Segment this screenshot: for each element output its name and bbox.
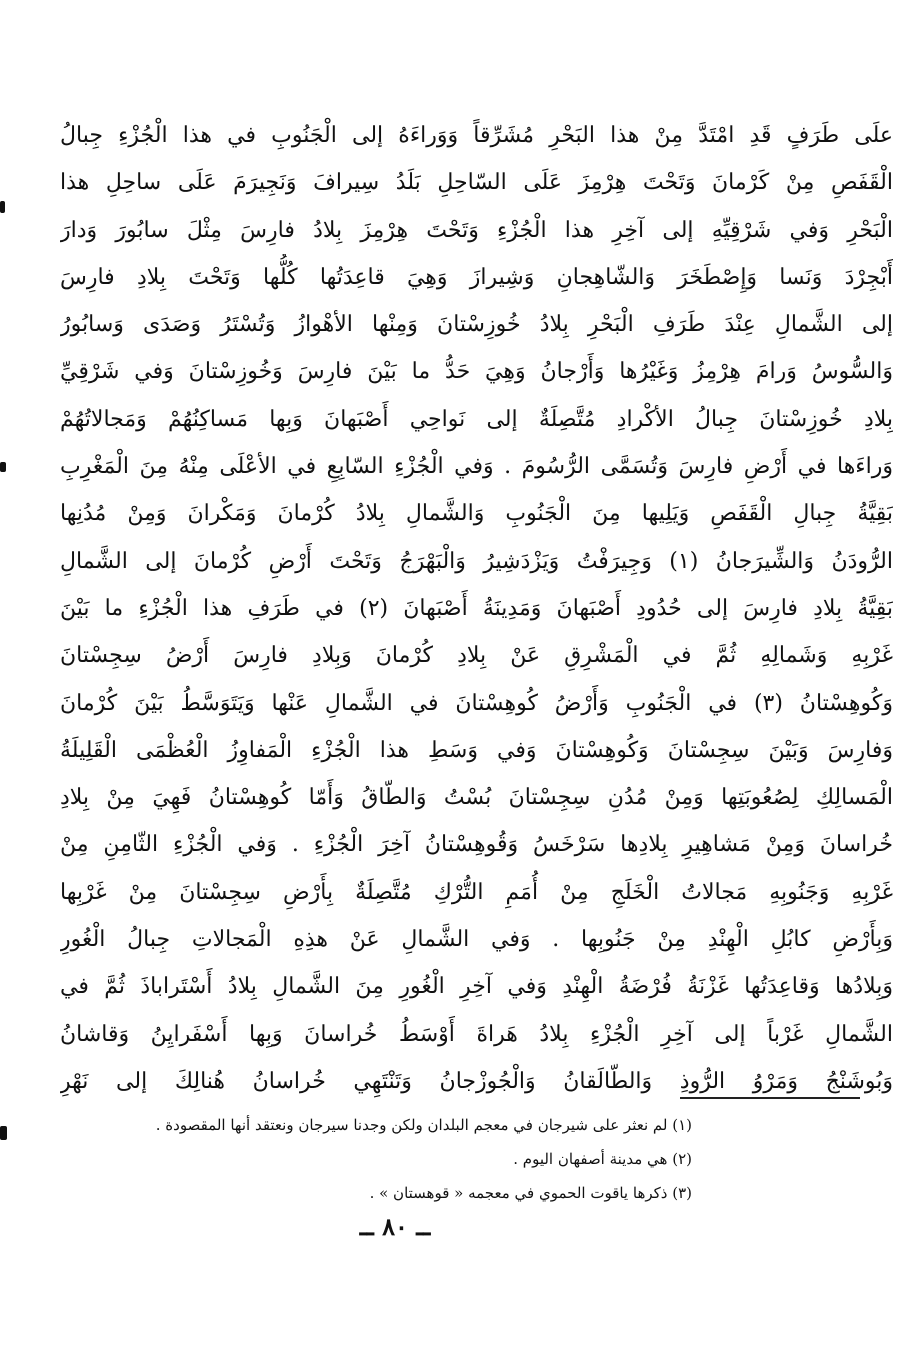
text-line: بَقِيَّةُ جِبالِ الْقَفَصِ وَيَلِيها مِنَ الْجَنُوبِ وَالشَّمالِ بِلادُ كُرْمانَ وَمَكْرانَ وَمِنْ مُدُنِها: [60, 501, 893, 527]
footnote: (٣) ذكرها ياقوت الحموي في معجمه « قوهستان » .: [369, 1184, 692, 1202]
text-line: وَبِأَرْضِ كابُلِ الْهِنْدِ مِنْ جَنُوبِها . وَفي الشَّمالِ عَنْ هذِهِ الْمَجالاتِ جِبالُ الْغُورِ: [60, 927, 893, 953]
text-line: الْمَسالِكِ لِصُعُوبَتِها وَمِنْ مُدُنِ سِجِسْتانَ بُسْتُ وَالطّاقُ وَأَمّا كُوهِسْتانُ فَهِيَ مِنْ بِلادِ: [60, 785, 893, 811]
text-line: خُراسانَ وَمِنْ مَشاهِيرِ بِلادِها سَرْخَسُ وَقُوهِسْتانُ آخِرَ الْجُزْءِ . وَفي الْجُزْءِ الثّامِنِ مِنْ: [60, 832, 893, 858]
text-line: بَقِيَّةُ بِلادِ فارِسَ إلى حُدُودِ أَصْبَهانَ وَمَدِينَةُ أَصْبَهانَ (٢) في طَرَفِ هذا الْجُزْءِ ما بَيْنَ: [60, 595, 893, 621]
text-line: إلى الشَّمالِ عِنْدَ طَرَفِ الْبَحْرِ بِلادُ خُوزِسْتانَ وَمِنْها الأهْوازُ وَتُسْتَرُ وَصَدَى وَسابُورُ: [60, 312, 893, 338]
text-line: وَبِلادُها وَقاعِدَتُها غَزْنَةُ فُرْضَةُ الْهِنْدِ وَفي آخِرِ الْغُورِ مِنَ الشَّمالِ بِلادُ أَسْتَراباذَ ثُمَّ في: [60, 974, 893, 1000]
text-line: علَى طَرَفٍ قَدِ امْتَدَّ مِنْ هذا البَحْرِ مُشَرِّقاً وَوَراءَهُ إلى الْجَنُوبِ في هذا الْجُزْءِ جِبالُ: [60, 123, 893, 148]
main-text-block: [60, 112, 893, 1105]
text-line: وَبُوشَنْجُ وَمَرْوُ الرُّوذِ وَالطّالَقانُ وَالْجُوزْجانُ وَتَنْتَهِي خُراسانُ هُنالِكَ إلى نَهْرِ: [60, 1068, 893, 1094]
page-number: ــ ٨٠ ــ: [359, 1212, 431, 1241]
footnote: (٢) هي مدينة أصفهان اليوم .: [513, 1150, 692, 1168]
text-line: أَبْجِرْدَ وَنَسا وَإِصْطَخَرَ وَالشّاهِجانِ وَشِيرازَ وَهِيَ قاعِدَتُها كُلُّها وَتَحْتَ بِلادِ فارِسَ: [60, 264, 893, 290]
text-line: بِلادِ خُوزِسْتانَ جِبالُ الأكْرادِ مُتَّصِلَةٌ إلى نَواحِي أَصْبَهانَ وَبِها مَساكِنُهُمْ وَمَجالاتُهُمْ: [60, 406, 893, 432]
text-line: وَالسُّوسُ وَرامَ هِرْمِزُ وَغَيْرُها وَأَرْجانُ وَهِيَ حَدُّ ما بَيْنَ فارِسَ وَخُوزِسْتانَ وَفي شَرْقِيِّ: [60, 359, 893, 385]
text-line: الشَّمالِ غَرْباً إلى آخِرِ الْجُزْءِ بِلادُ هَراةَ أَوْسَطُ خُراسانَ وَبِها أَسْفَرايِنُ وَقاشانُ: [60, 1021, 893, 1047]
text-line: الْقَفَصِ مِنْ كَرْمانَ وَتَحْتَ هِرْمِزَ عَلَى السّاحِلِ بَلَدُ سِيرافَ وَنَجِيرَمَ عَلَى ساحِلِ هذا: [60, 170, 893, 196]
scan-mark: [0, 1126, 7, 1140]
text-line: الرُّودَنُ وَالشِّيرَجانُ (١) وَجِيرَفْتُ وَيَزْدَشِيرُ وَالْبَهْرَجُ وَتَحْتَ أَرْضِ كُرْمانَ إلى الشَّمالِ: [60, 548, 893, 574]
footnote-separator: [680, 1097, 860, 1099]
text-line: غَرْبِهِ وَشَمالِهِ ثُمَّ في الْمَشْرِقِ عَنْ بِلادِ كُرْمانَ وَبِلادِ فارِسَ أَرْضُ سِجِسْتانَ: [60, 643, 893, 669]
text-line: الْبَحْرِ وَفي شَرْقِيِّهِ إلى آخِرِ هذا الْجُزْءِ وَتَحْتَ هِرْمِزَ بِلادُ فارِسَ مِثْلَ سابُورَ وَدارَ: [60, 217, 893, 243]
scan-mark: [0, 201, 5, 213]
footnote: (١) لم نعثر على شيرجان في معجم البلدان ولكن وجدنا سيرجان ونعتقد أنها المقصودة .: [155, 1116, 692, 1134]
text-line: وَكُوهِسْتانُ (٣) في الْجَنُوبِ وَأَرْضُ كُوهِسْتانَ في الشَّمالِ عَنْها وَيَتَوَسَّطُ بَيْنَ كُرْمانَ: [60, 690, 893, 716]
scan-mark: [0, 462, 6, 472]
text-line: غَرْبِهِ وَجَنُوبِهِ مَجالاتُ الْخَلَجِ مِنْ أُمَمِ التُّرْكِ مُتَّصِلَةٌ بِأَرْضِ سِجِسْتانَ مِنْ غَرْبِها: [60, 879, 893, 905]
footnotes-block: [132, 1108, 692, 1210]
text-line: وَراءَها في أَرْضِ فارِسَ وَتُسَمَّى الرُّسُومَ . وَفي الْجُزْءِ السّابِعِ في الأعْلَى مِنْهُ مِنَ الْمَغْرِبِ: [60, 454, 893, 480]
text-line: وَفارِسَ وَبَيْنَ سِجِسْتانَ وَكُوهِسْتانَ وَفي وَسَطِ هذا الْجُزْءِ الْمَفاوِزُ الْعُظْمَى الْقَلِيلَةُ: [60, 737, 893, 763]
